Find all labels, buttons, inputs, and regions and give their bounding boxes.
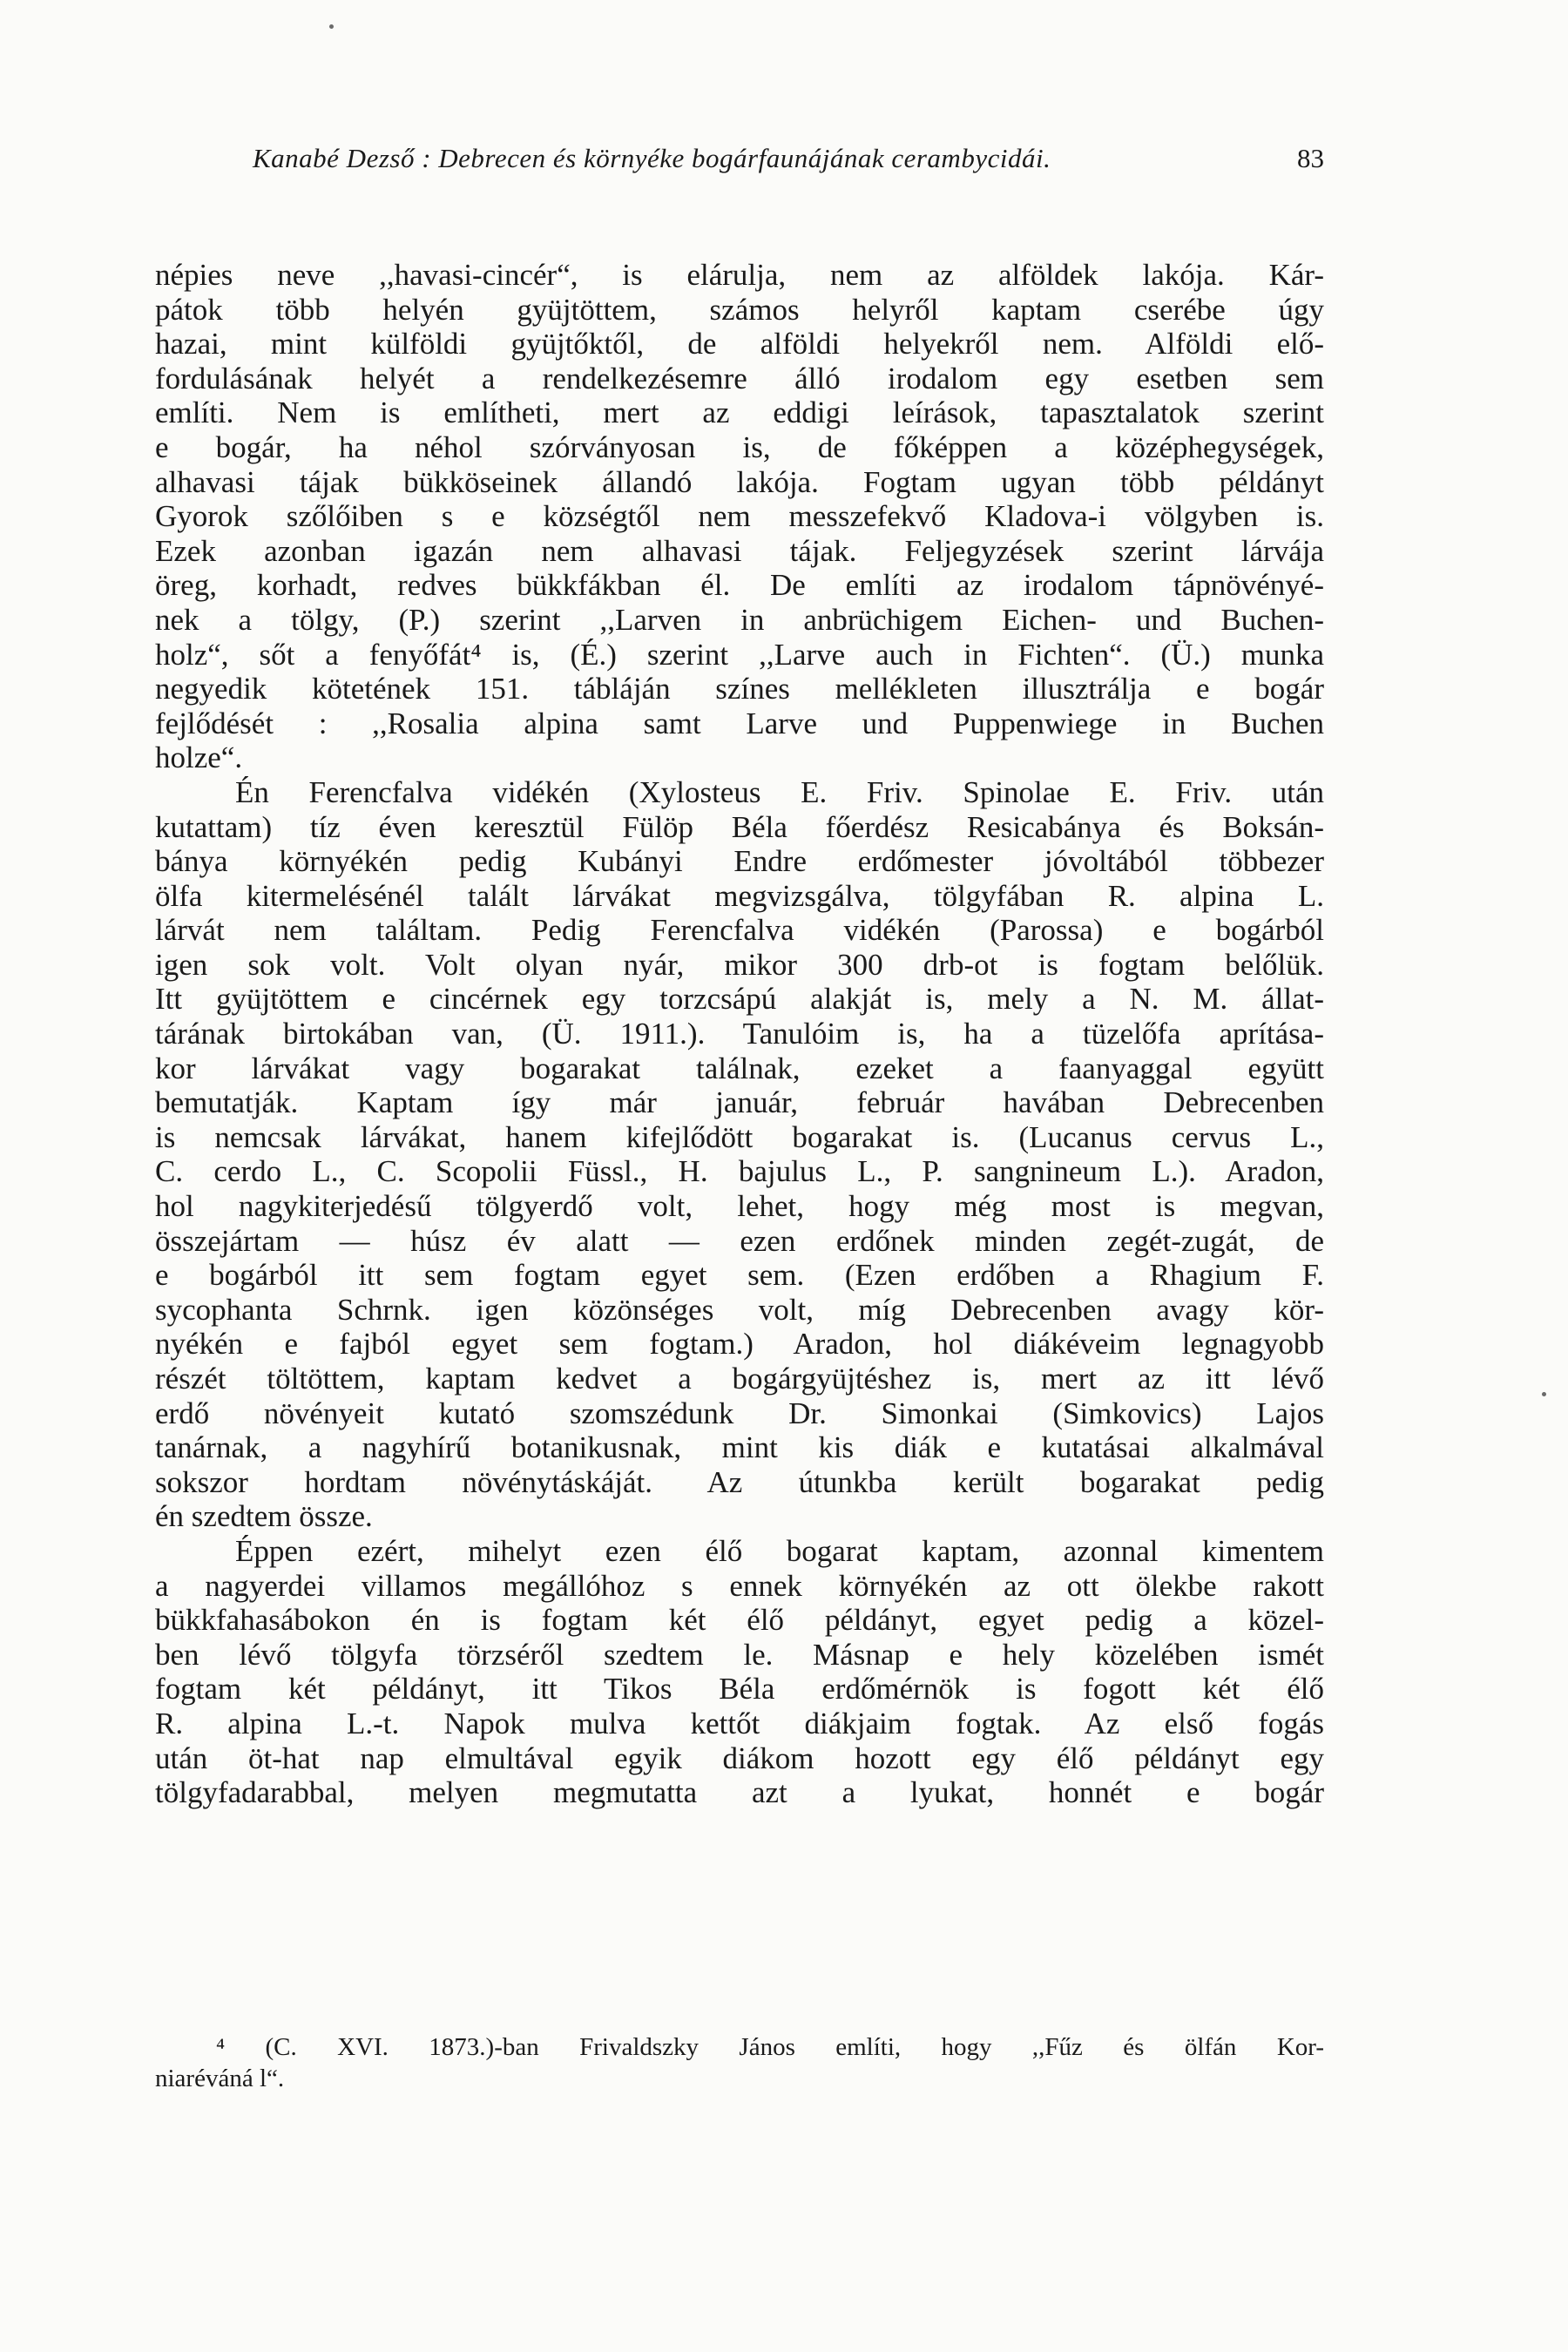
text-line: nek a tölgy, (P.) szerint ,,Larven in anbrüchigem Eichen- und Buchen-	[155, 602, 1324, 637]
footnote-line: ⁴ (C. XVI. 1873.)-ban Frivaldszky János említi, hogy ,,Fűz és ölfán Kor-	[216, 2033, 1324, 2061]
text-line: én szedtem össze.	[155, 1499, 373, 1534]
text-line: tölgyfadarabbal, melyen megmutatta azt a lyukat, honnét e bogár	[155, 1775, 1324, 1810]
text-line: fordulásának helyét a rendelkezésemre álló irodalom egy esetben sem	[155, 361, 1324, 395]
text-line: C. cerdo L., C. Scopolii Füssl., H. bajulus L., P. sangnineum L.). Aradon,	[155, 1154, 1324, 1189]
text-line: e bogárból itt sem fogtam egyet sem. (Ezen erdőben a Rhagium F.	[155, 1258, 1324, 1293]
text-line: népies neve ,,havasi-cincér“, is elárulja, nem az alföldek lakója. Kár-	[155, 258, 1324, 292]
text-line: is nemcsak lárvákat, hanem kifejlődött bogarakat is. (Lucanus cervus L.,	[155, 1119, 1324, 1154]
text-line: alhavasi tájak bükköseinek állandó lakója. Fogtam ugyan több példányt	[155, 464, 1324, 499]
scan-speck	[1542, 1392, 1546, 1396]
text-line: sycophanta Schrnk. igen közönséges volt, míg Debrecenben avagy kör-	[155, 1292, 1324, 1327]
text-line: Éppen ezért, mihelyt ezen élő bogarat kaptam, azonnal kimentem	[235, 1533, 1324, 1568]
text-line: a nagyerdei villamos megállóhoz s ennek környékén az ott ölekbe rakott	[155, 1568, 1324, 1603]
text-line: sokszor hordtam növénytáskáját. Az útunkba került bogarakat pedig	[155, 1464, 1324, 1499]
text-line: negyedik kötetének 151. tábláján színes mellékleten illusztrálja e bogár	[155, 672, 1324, 706]
text-line: Itt gyüjtöttem e cincérnek egy torzcsápú alakját is, mely a N. M. állat-	[155, 982, 1324, 1017]
text-line: tárának birtokában van, (Ü. 1911.). Tanulóim is, ha a tüzelőfa aprítása-	[155, 1017, 1324, 1051]
text-line: erdő növényeit kutató szomszédunk Dr. Simonkai (Simkovics) Lajos	[155, 1396, 1324, 1430]
text-line: R. alpina L.-t. Napok mulva kettőt diákjaim fogtak. Az első fogás	[155, 1706, 1324, 1740]
text-line: hol nagykiterjedésű tölgyerdő volt, lehet, hogy még most is megvan,	[155, 1189, 1324, 1224]
text-line: igen sok volt. Volt olyan nyár, mikor 300 drb-ot is fogtam belőlük.	[155, 947, 1324, 982]
text-line: holze“.	[155, 740, 243, 775]
body-text	[155, 258, 1324, 1810]
text-line: pátok több helyén gyüjtöttem, számos helyről kaptam cserébe úgy	[155, 292, 1324, 327]
page-number: 83	[1297, 143, 1324, 173]
text-line: kor lárvákat vagy bogarakat találnak, ezeket a faanyaggal együtt	[155, 1051, 1324, 1085]
text-line: fejlődését : ,,Rosalia alpina samt Larve und Puppenwiege in Buchen	[155, 706, 1324, 740]
running-header	[253, 139, 1324, 178]
text-line: tanárnak, a nagyhírű botanikusnak, mint kis diák e kutatásai alkalmával	[155, 1430, 1324, 1465]
scan-speck	[329, 24, 334, 29]
footnote	[155, 2031, 1324, 2094]
text-line: bemutatják. Kaptam így már január, február havában Debrecenben	[155, 1085, 1324, 1120]
text-line: nyékén e fajból egyet sem fogtam.) Aradon, hol diákéveim legnagyobb	[155, 1327, 1324, 1362]
text-line: összejártam — húsz év alatt — ezen erdőnek minden zegét-zugát, de	[155, 1223, 1324, 1258]
text-line: ben lévő tölgyfa törzséről szedtem le. Másnap e hely közelében ismét	[155, 1637, 1324, 1672]
text-line: Én Ferencfalva vidékén (Xylosteus E. Friv. Spinolae E. Friv. után	[235, 774, 1324, 809]
text-line: kutattam) tíz éven keresztül Fülöp Béla főerdész Resicabánya és Boksán-	[155, 809, 1324, 844]
text-line: ölfa kitermelésénél talált lárvákat megvizsgálva, tölgyfában R. alpina L.	[155, 878, 1324, 913]
text-line: részét töltöttem, kaptam kedvet a bogárgyüjtéshez is, mert az itt lévő	[155, 1362, 1324, 1396]
text-line: fogtam két példányt, itt Tikos Béla erdőmérnök is fogott két élő	[155, 1672, 1324, 1707]
text-line: bükkfahasábokon én is fogtam két élő példányt, egyet pedig a közel-	[155, 1603, 1324, 1638]
footnote-line: niaréváná l“.	[155, 2065, 285, 2092]
text-line: bánya környékén pedig Kubányi Endre erdőmester jóvoltából többezer	[155, 844, 1324, 879]
text-line: Gyorok szőlőiben s e községtől nem messzefekvő Kladova-i völgyben is.	[155, 499, 1324, 534]
text-line: után öt-hat nap elmultával egyik diákom hozott egy élő példányt egy	[155, 1740, 1324, 1775]
text-line: Ezek azonban igazán nem alhavasi tájak. Feljegyzések szerint lárvája	[155, 533, 1324, 568]
text-line: e bogár, ha néhol szórványosan is, de főképpen a középhegységek,	[155, 429, 1324, 464]
text-line: lárvát nem találtam. Pedig Ferencfalva vidékén (Parossa) e bogárból	[155, 913, 1324, 948]
text-line: öreg, korhadt, redves bükkfákban él. De említi az irodalom tápnövényé-	[155, 568, 1324, 603]
text-line: hazai, mint külföldi gyüjtőktől, de alföldi helyekről nem. Alföldi elő-	[155, 327, 1324, 362]
text-line: említi. Nem is említheti, mert az eddigi leírások, tapasztalatok szerint	[155, 395, 1324, 430]
text-line: holz“, sőt a fenyőfát⁴ is, (É.) szerint ,,Larve auch in Fichten“. (Ü.) munka	[155, 637, 1324, 672]
running-title: Kanabé Dezső : Debrecen és környéke bogárfaunájának cerambycidái.	[253, 143, 1051, 173]
